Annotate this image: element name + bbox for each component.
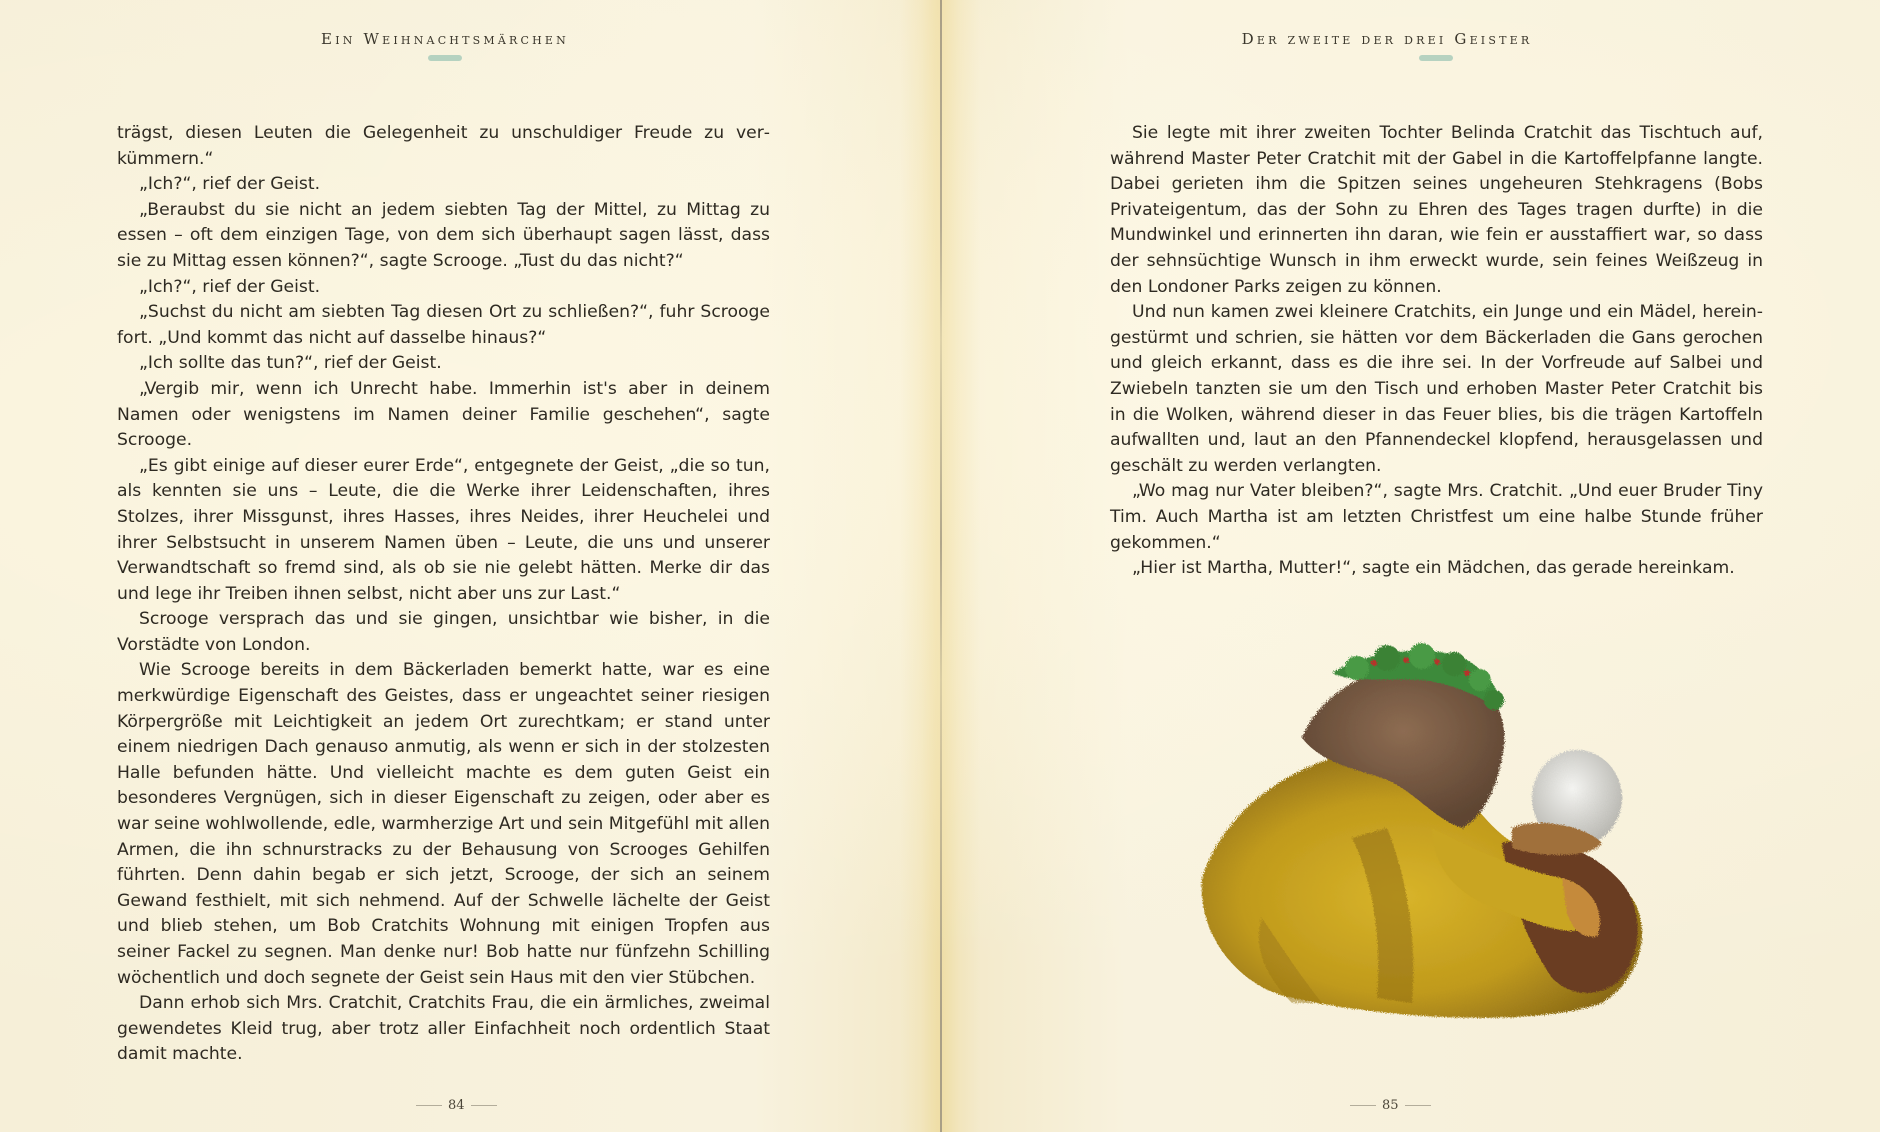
paragraph: „Ich sollte das tun?“, rief der Geist. bbox=[139, 353, 442, 374]
paragraph: Sie legte mit ihrer zweiten Tochter Belinda Cratchit das Tischtuch auf, während Master Peter Cratchit mit der Gabel in die Kartoffelpfanne langte. Dabei gerieten ihm die Spitzen seines ungeheuren Stehkragens (Bobs Privateigentum, das der Sohn zu Ehren des Tages tragen durfte) in die Mundwinkel und erinnerten ihn daran, wie fein er ausstaffiert war, so dass der sehnsüchtige Wunsch in ihm erweckt wurde, sein feines Weißzeug in den Londoner Parks zeigen zu können. bbox=[1110, 123, 1763, 297]
ornament-left bbox=[428, 55, 462, 61]
paragraph: „Vergib mir, wenn ich Unrecht habe. Immerhin ist's aber in deinem Namen oder wenigstens im Namen deiner Familie geschehen“, sagte Scrooge. bbox=[117, 378, 770, 451]
paragraph: „Beraubst du sie nicht an jedem siebten Tag der Mittel, zu Mittag zu essen – oft dem einzigen Tage, von dem sich überhaupt sagen lässt, dass sie zu Mittag essen können?“, sagte Scrooge. „Tust du das nicht?“ bbox=[117, 199, 770, 271]
page-number-left bbox=[416, 1098, 497, 1113]
paragraph: „Es gibt einige auf dieser eurer Erde“, entgegnete der Geist, „die so tun, als kennten sie uns – Leute, die die Werke ihrer Leidenschaften, ihres Stolzes, ihrer Missgunst, ihres Hasses, ihres Neides, ihrer Heuchelei und ihrer Selbstsucht in unserem Namen üben – Leute, die uns und unserer Verwandtschaft so fremd sind, als ob sie nie gelebt hätten. Merke dir das und lege ihr Treiben ihnen selbst, nicht aber uns zur Last.“ bbox=[117, 455, 770, 604]
page-number-text: 85 bbox=[1382, 1098, 1399, 1113]
paragraph: Wie Scrooge bereits in dem Bäckerladen bemerkt hatte, war es eine merkwürdige Eigenschaft des Geistes, dass er ungeachtet seiner riesigen Körpergröße mit Leichtigkeit an jedem Ort zurechtkam; er stand unter einem niedrigen Dach genauso anmutig, als wenn er sich in der stolzesten Halle befunden hätte. Und vielleicht machte es dem guten Geist ein besonderes Vergnügen, sich in dieser Eigenschaft zu zeigen, oder aber es war seine wohlwollende, edle, warmherzige Art und sein Mitgefühl mit allen Armen, die ihn schnurstracks zu der Behausung von Scrooges Gehilfen führten. Denn dahin begab er sich jetzt, Scrooge, der sich an seinem Gewand festhielt, mit sich nehmend. Auf der Schwelle lächelte der Geist und blieb stehen, um Bob Cratchits Wohnung mit einigen Tropfen aus seiner Fackel zu segnen. Man denke nur! Bob hatte nur fünfzehn Schilling wöchentlich und doch segnete der Geist sein Haus mit den vier Stübchen. bbox=[117, 660, 770, 988]
ornament-right bbox=[1419, 55, 1453, 61]
folio-rule bbox=[416, 1105, 442, 1106]
paragraph: Scrooge versprach das und sie gingen, unsichtbar wie bisher, in die Vorstädte von London. bbox=[117, 609, 770, 655]
folio-rule bbox=[1405, 1105, 1431, 1106]
folio-rule bbox=[1350, 1105, 1376, 1106]
paragraph: „Suchst du nicht am siebten Tag diesen Ort zu schließen?“, fuhr Scrooge fort. „Und kommt das nicht auf dasselbe hinaus?“ bbox=[117, 302, 770, 348]
paragraph: „Hier ist Martha, Mutter!“, sagte ein Mädchen, das gerade hereinkam. bbox=[1132, 558, 1735, 579]
running-head-right: Der zweite der drei Geister bbox=[1241, 30, 1533, 48]
paragraph: Und nun kamen zwei kleinere Cratchits, ein Junge und ein Mädel, hereingestürmt und schrien, sie hätten vor dem Bäckerladen die Gans gerochen und gleich erkannt, dass es die ihre sei. In der Vorfreude auf Salbei und Zwiebeln tanzten sie um den Tisch und erhoben Master Peter Cratchit bis in die Wolken, während dieser in das Feuer blies, bis die trägen Kartoffeln aufwallten und, laut an den Pfannendeckel klopfend, herausgelassen und geschält zu werden verlangten. bbox=[1110, 302, 1763, 476]
right-page-text bbox=[1110, 121, 1763, 582]
ghost-illustration bbox=[1182, 618, 1682, 1028]
folio-rule bbox=[471, 1105, 497, 1106]
page-number-text: 84 bbox=[448, 1098, 465, 1113]
paragraph: „Ich?“, rief der Geist. bbox=[139, 174, 321, 195]
page-number-right bbox=[1350, 1098, 1431, 1113]
paragraph: „Ich?“, rief der Geist. bbox=[139, 276, 321, 297]
running-head-left: Ein Weihnachtsmärchen bbox=[321, 30, 569, 48]
paragraph: „Wo mag nur Vater bleiben?“, sagte Mrs. Cratchit. „Und euer Bruder Tiny Tim. Auch Martha ist am letzten Christfest um eine halbe Stunde früher gekommen.“ bbox=[1110, 481, 1763, 553]
paragraph: trägst, diesen Leuten die Gelegenheit zu unschuldiger Freude zu verkümmern.“ bbox=[117, 123, 770, 169]
right-page bbox=[942, 0, 1880, 1132]
left-page-text bbox=[117, 121, 770, 1068]
paragraph: Dann erhob sich Mrs. Cratchit, Cratchits Frau, die ein ärmliches, zweimal gewendetes Kleid trug, aber trotz aller Einfachheit noch ordentlich Staat damit machte. bbox=[117, 993, 770, 1065]
